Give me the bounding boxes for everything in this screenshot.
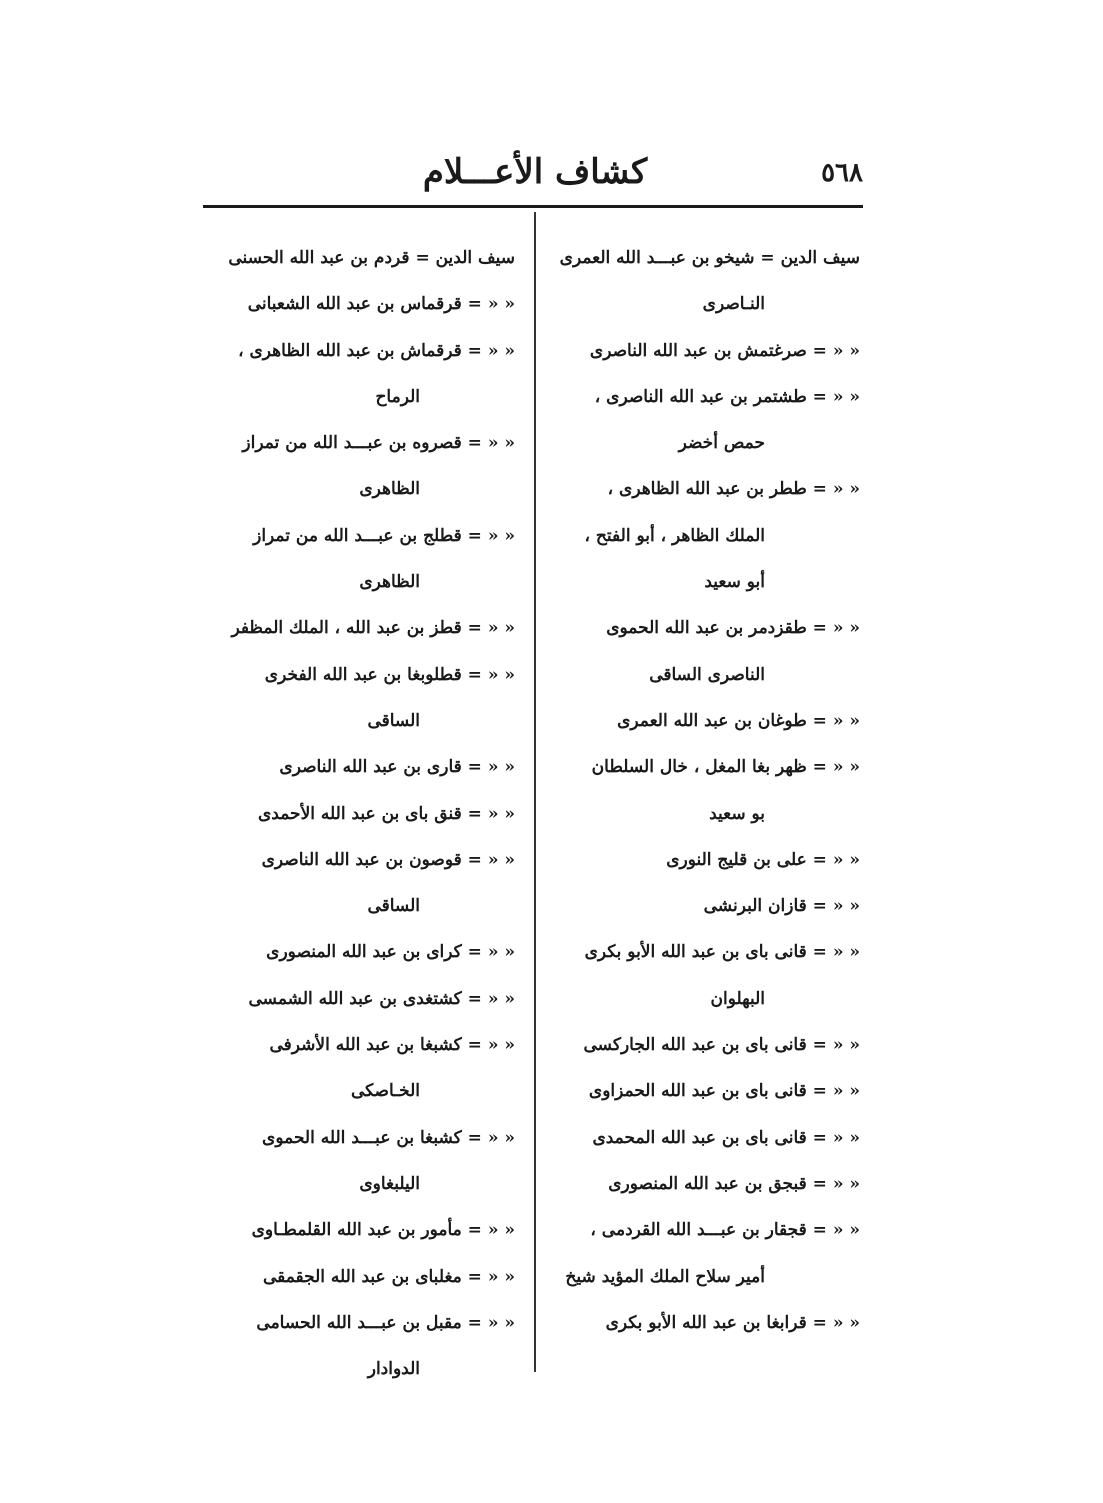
index-entry: « « = على بن قليج النورى <box>666 849 860 870</box>
index-entry: « « = مغلباى بن عبد الله الجقمقى <box>262 1266 515 1287</box>
index-entry-continuation: الملك الظاهر ، أبو الفتح ، <box>584 525 765 546</box>
index-entry: « « = قوصون بن عبد الله الناصرى <box>261 849 515 870</box>
index-entry: « « = قطز بن عبد الله ، الملك المظفر <box>231 618 515 639</box>
index-entry: « « = كشبغا بن عبـــد الله الحموى <box>262 1127 515 1148</box>
index-entry: « « = قرقماس بن عبد الله الشعبانى <box>247 294 515 315</box>
index-entry-continuation: أبو سعيد <box>704 572 765 593</box>
index-entry: « « = قجقار بن عبـــد الله القردمى ، <box>590 1220 860 1241</box>
index-entry: « « = قانى باى بن عبد الله المحمدى <box>592 1127 860 1148</box>
header-rule <box>203 205 863 208</box>
index-entry-continuation: الرماح <box>375 386 420 407</box>
page-title: كشاف الأعـــلام <box>422 152 648 192</box>
index-entry: « « = مأمور بن عبد الله القلمطـاوى <box>251 1220 515 1241</box>
index-entry: « « = قطلج بن عبـــد الله من تمراز <box>253 525 515 546</box>
page-number: ٥٦٨ <box>821 158 863 188</box>
index-entry: « « = قازان البرنشى <box>703 896 860 917</box>
right-column <box>555 235 860 1346</box>
index-entry-continuation: الساقى <box>367 896 420 917</box>
index-entry-continuation: اليلبغاوى <box>359 1173 420 1194</box>
left-column <box>205 235 515 1392</box>
index-entry: « « = قنق باى بن عبد الله الأحمدى <box>258 803 515 824</box>
index-entry: « « = قانى باى بن عبد الله الحمزاوى <box>588 1081 860 1102</box>
index-entry-continuation: الساقى <box>367 710 420 731</box>
index-entry: سيف الدين = شيخو بن عبـــد الله العمرى <box>559 248 860 268</box>
index-entry: « « = طشتمر بن عبد الله الناصرى ، <box>594 386 860 407</box>
index-entry: « « = صرغتمش بن عبد الله الناصرى <box>589 340 860 361</box>
index-entry-continuation: البهلوان <box>710 988 765 1009</box>
index-entry: « « = قارى بن عبد الله الناصرى <box>279 757 515 778</box>
index-entry: « « = قانى باى بن عبد الله الأبو بكرى <box>584 942 860 963</box>
index-entry: « « = قطلوبغا بن عبد الله الفخرى <box>264 664 515 685</box>
index-entry-continuation: أمير سلاح الملك المؤيد شيخ <box>565 1266 765 1287</box>
index-entry: « « = كشتغدى بن عبد الله الشمسى <box>248 988 515 1009</box>
index-entry-continuation: الظاهرى <box>359 572 420 593</box>
index-entry: « « = كشبغا بن عبد الله الأشرفى <box>269 1035 515 1056</box>
index-entry-continuation: الخـاصكى <box>350 1081 420 1102</box>
index-entry: « « = مقبل بن عبـــد الله الحسامى <box>256 1312 515 1333</box>
index-entry: « « = طقزدمر بن عبد الله الحموى <box>606 618 860 639</box>
index-entry: « « = طوغان بن عبد الله العمرى <box>617 710 860 731</box>
index-entry: « « = قصروه بن عبـــد الله من تمراز <box>242 433 515 454</box>
index-entry-continuation: النـاصرى <box>702 294 765 315</box>
index-entry-continuation: الناصرى الساقى <box>649 664 765 685</box>
index-entry: « « = قانى باى بن عبد الله الجاركسى <box>583 1035 860 1056</box>
index-entry-continuation: الظاهرى <box>359 479 420 500</box>
index-entry: « « = كراى بن عبد الله المنصورى <box>266 942 515 963</box>
index-entry: « « = قرقماش بن عبد الله الظاهرى ، <box>238 340 515 361</box>
column-divider <box>534 212 536 1372</box>
page-header <box>205 150 863 202</box>
index-entry-continuation: الدوادار <box>367 1359 420 1380</box>
index-entry: « « = قرابغا بن عبد الله الأبو بكرى <box>605 1312 860 1333</box>
index-entry: « « = ظهر بغا المغل ، خال السلطان <box>591 757 860 778</box>
index-entry: « « = قبجق بن عبد الله المنصورى <box>608 1173 860 1194</box>
index-entry: « « = ططر بن عبد الله الظاهرى ، <box>607 479 860 500</box>
index-entry-continuation: بو سعيد <box>709 803 765 824</box>
index-entry-continuation: حمص أخضر <box>678 433 765 454</box>
index-entry: سيف الدين = قردم بن عبد الله الحسنى <box>228 248 515 268</box>
